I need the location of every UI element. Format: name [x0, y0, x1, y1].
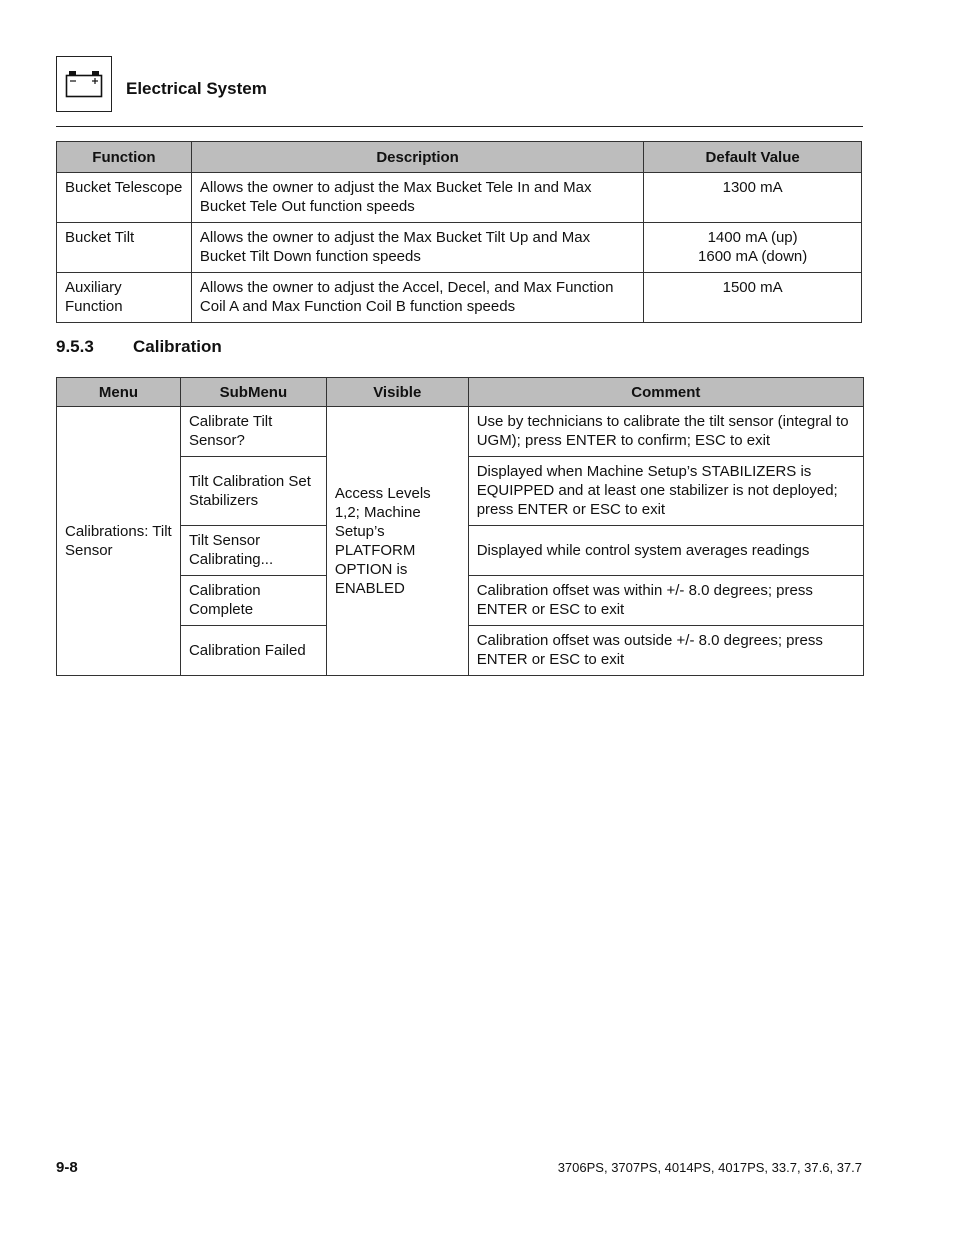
submenu-cell: Calibrate Tilt Sensor?	[180, 407, 326, 457]
battery-icon	[65, 70, 103, 98]
calibration-table	[56, 377, 864, 676]
description-cell: Allows the owner to adjust the Accel, Decel, and Max Function Coil A and Max Function Coil B function speeds	[191, 273, 643, 323]
model-list: 3706PS, 3707PS, 4014PS, 4017PS, 33.7, 37.6, 37.7	[557, 1160, 862, 1175]
default-value-line: 1300 mA	[722, 179, 783, 196]
submenu-cell: Calibration Complete	[180, 576, 326, 626]
default-value-line: 1400 mA (up)	[707, 229, 798, 246]
comment-cell: Use by technicians to calibrate the tilt sensor (integral to UGM); press ENTER to confirm; ESC to exit	[468, 407, 863, 457]
table-row	[57, 273, 862, 323]
table-row	[57, 407, 864, 457]
section-title: Calibration	[133, 337, 222, 356]
default-value-line: 1600 mA (down)	[698, 248, 808, 265]
chapter-title: Electrical System	[126, 79, 267, 98]
table-row	[57, 173, 862, 223]
column-header-submenu: SubMenu	[180, 378, 326, 407]
default-value-cell	[644, 173, 862, 223]
function-cell: Auxiliary Function	[57, 273, 192, 323]
function-cell: Bucket Tilt	[57, 223, 192, 273]
section-heading	[56, 337, 222, 357]
table-header-row	[57, 378, 864, 407]
submenu-cell: Calibration Failed	[180, 626, 326, 676]
table-header-row	[57, 142, 862, 173]
section-icon-frame	[56, 56, 112, 112]
menu-cell: Calibrations: Tilt Sensor	[57, 407, 181, 676]
default-value-cell	[644, 273, 862, 323]
submenu-cell: Tilt Sensor Calibrating...	[180, 526, 326, 576]
description-cell: Allows the owner to adjust the Max Bucket Tele In and Max Bucket Tele Out function speeds	[191, 173, 643, 223]
comment-cell: Calibration offset was outside +/- 8.0 degrees; press ENTER or ESC to exit	[468, 626, 863, 676]
comment-cell: Calibration offset was within +/- 8.0 degrees; press ENTER or ESC to exit	[468, 576, 863, 626]
page-number: 9-8	[56, 1159, 78, 1176]
visible-cell: Access Levels 1,2; Machine Setup’s PLATFORM OPTION is ENABLED	[326, 407, 468, 676]
column-header-visible: Visible	[326, 378, 468, 407]
comment-cell: Displayed while control system averages readings	[468, 526, 863, 576]
description-cell: Allows the owner to adjust the Max Bucket Tilt Up and Max Bucket Tilt Down function speeds	[191, 223, 643, 273]
default-value-line: 1500 mA	[722, 279, 783, 296]
comment-cell: Displayed when Machine Setup’s STABILIZERS is EQUIPPED and at least one stabilizer is not deployed; press ENTER or ESC to exit	[468, 457, 863, 526]
column-header-function: Function	[57, 142, 192, 173]
column-header-default-value: Default Value	[644, 142, 862, 173]
default-value-cell	[644, 223, 862, 273]
submenu-cell: Tilt Calibration Set Stabilizers	[180, 457, 326, 526]
function-cell: Bucket Telescope	[57, 173, 192, 223]
column-header-description: Description	[191, 142, 643, 173]
table-row	[57, 223, 862, 273]
function-defaults-table	[56, 141, 862, 323]
column-header-comment: Comment	[468, 378, 863, 407]
section-number: 9.5.3	[56, 337, 94, 356]
column-header-menu: Menu	[57, 378, 181, 407]
header-divider	[56, 126, 863, 127]
